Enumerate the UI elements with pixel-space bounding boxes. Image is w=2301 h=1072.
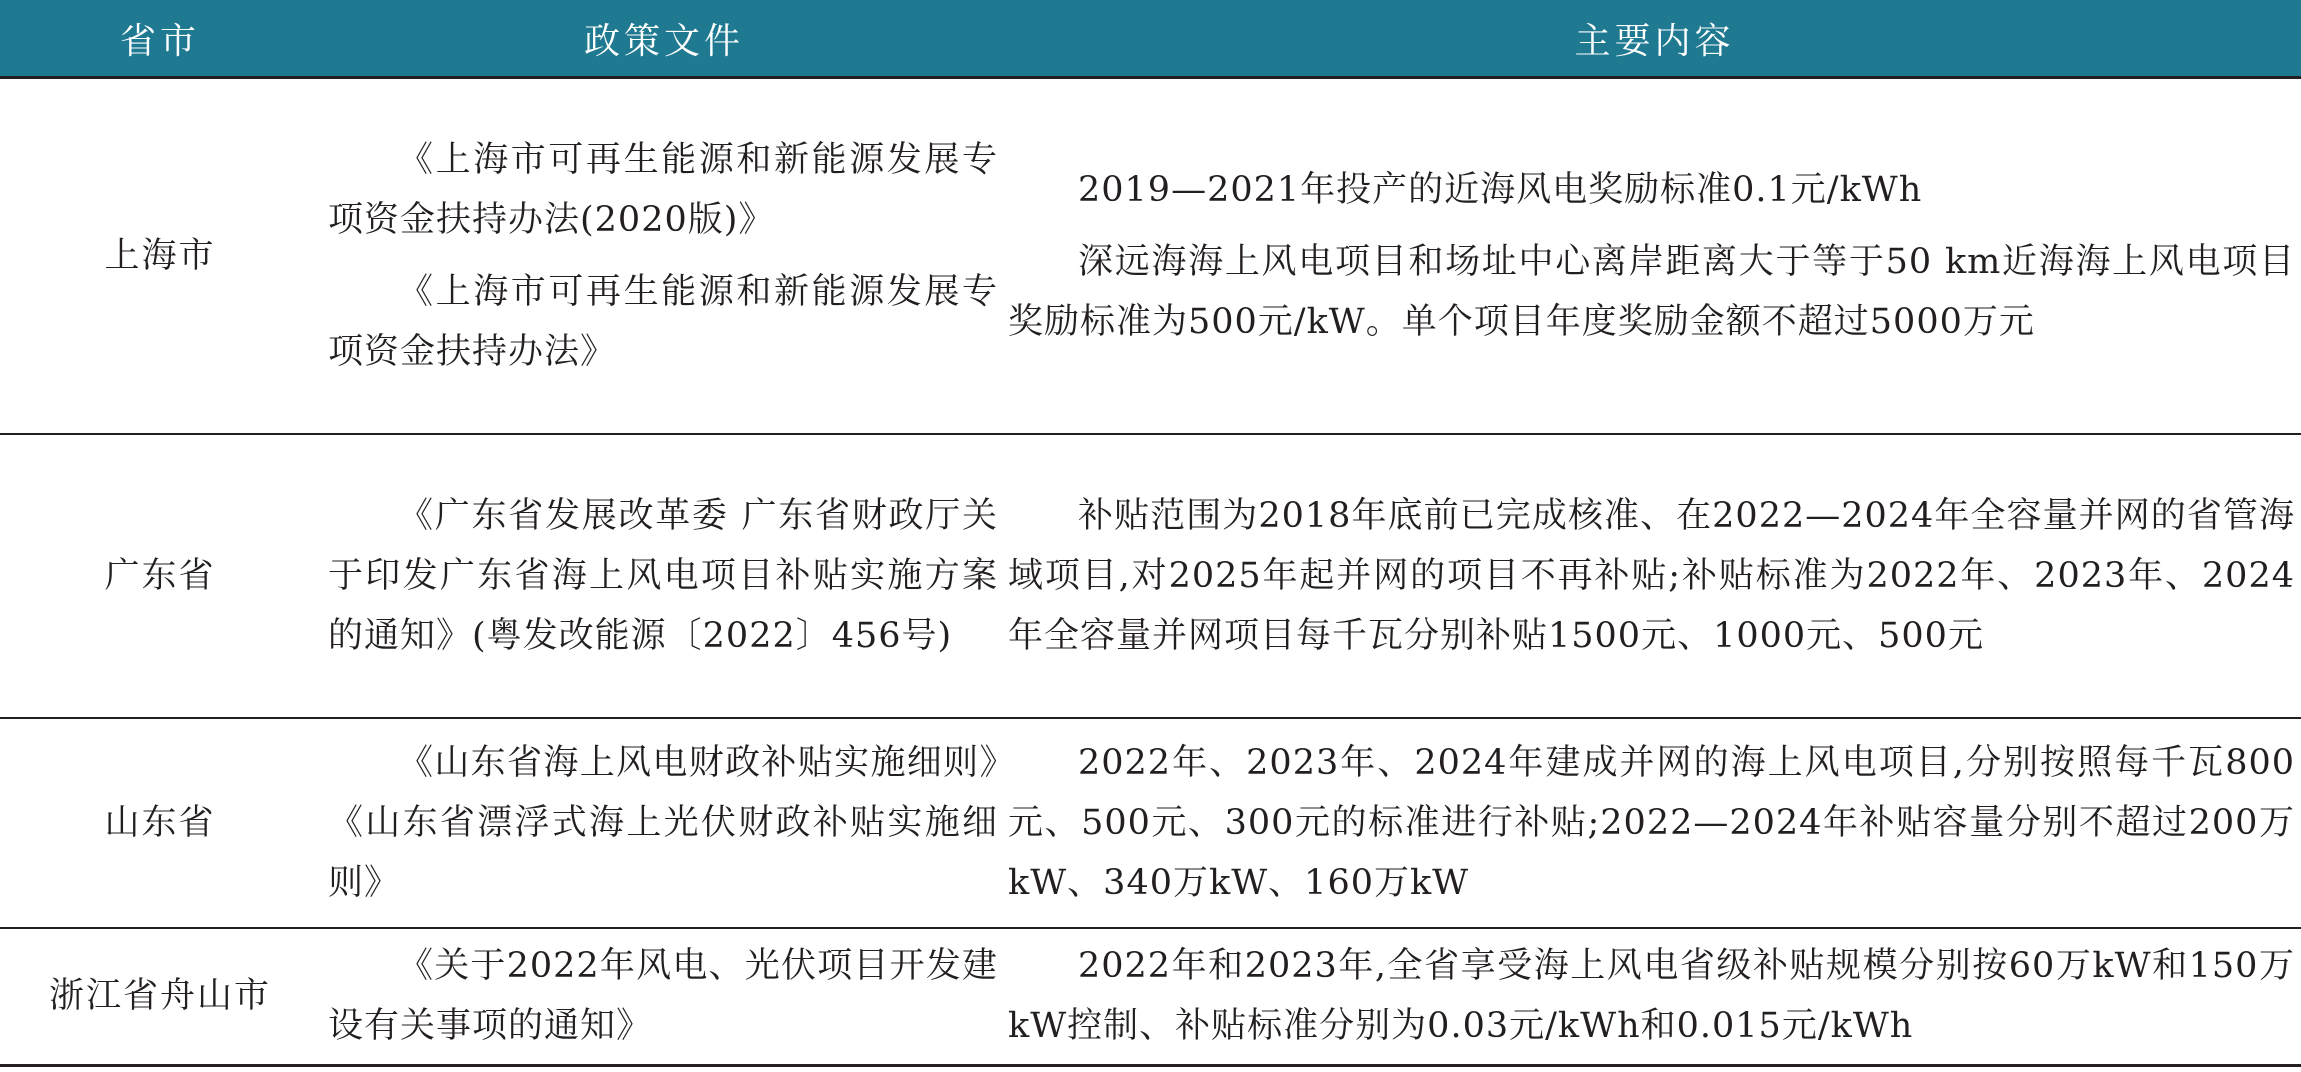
- header-content: 主要内容: [1008, 0, 2301, 78]
- table-body: [0, 78, 2301, 1066]
- policy-text: 《山东省海上风电财政补贴实施细则》《山东省漂浮式海上光伏财政补贴实施细则》: [328, 742, 998, 903]
- content-cell: [1008, 718, 2301, 928]
- policy-cell: [320, 928, 1008, 1066]
- province-cell: 广东省: [0, 434, 320, 718]
- policy-cell: [320, 78, 1008, 434]
- table-row-shanghai: [0, 78, 2301, 434]
- content-cell: [1008, 928, 2301, 1066]
- content-cell: [1008, 78, 2301, 434]
- policy-text: 《上海市可再生能源和新能源发展专项资金扶持办法》: [328, 271, 998, 372]
- header-province: 省市: [0, 0, 320, 78]
- table-row-shandong: [0, 718, 2301, 928]
- policy-cell: [320, 434, 1008, 718]
- content-text: 深远海海上风电项目和场址中心离岸距离大于等于50 km近海海上风电项目奖励标准为500元/kW。单个项目年度奖励金额不超过5000万元: [1008, 241, 2295, 342]
- policy-text: 《广东省发展改革委 广东省财政厅关于印发广东省海上风电项目补贴实施方案的通知》(粤发改能源〔2022〕456号): [328, 495, 998, 656]
- province-cell: 上海市: [0, 78, 320, 434]
- province-cell: 山东省: [0, 718, 320, 928]
- header-policy: 政策文件: [320, 0, 1008, 78]
- province-cell: 浙江省舟山市: [0, 928, 320, 1066]
- content-cell: [1008, 434, 2301, 718]
- content-text: 补贴范围为2018年底前已完成核准、在2022—2024年全容量并网的省管海域项目,对2025年起并网的项目不再补贴;补贴标准为2022年、2023年、2024年全容量并网项目每千瓦分别补贴1500元、1000元、500元: [1008, 495, 2295, 656]
- table-header: [0, 0, 2301, 78]
- policy-text: 《关于2022年风电、光伏项目开发建设有关事项的通知》: [328, 946, 998, 1047]
- content-text: 2019—2021年投产的近海风电奖励标准0.1元/kWh: [1078, 169, 1923, 210]
- content-text: 2022年、2023年、2024年建成并网的海上风电项目,分别按照每千瓦800元、500元、300元的标准进行补贴;2022—2024年补贴容量分别不超过200万kW、340万kW、160万kW: [1008, 742, 2295, 903]
- policy-text: 《上海市可再生能源和新能源发展专项资金扶持办法(2020版)》: [328, 139, 998, 240]
- table-row-guangdong: [0, 434, 2301, 718]
- table-row-zhoushan: [0, 928, 2301, 1066]
- header-row: [0, 0, 2301, 78]
- policy-cell: [320, 718, 1008, 928]
- content-text: 2022年和2023年,全省享受海上风电省级补贴规模分别按60万kW和150万kW控制、补贴标准分别为0.03元/kWh和0.015元/kWh: [1008, 946, 2295, 1047]
